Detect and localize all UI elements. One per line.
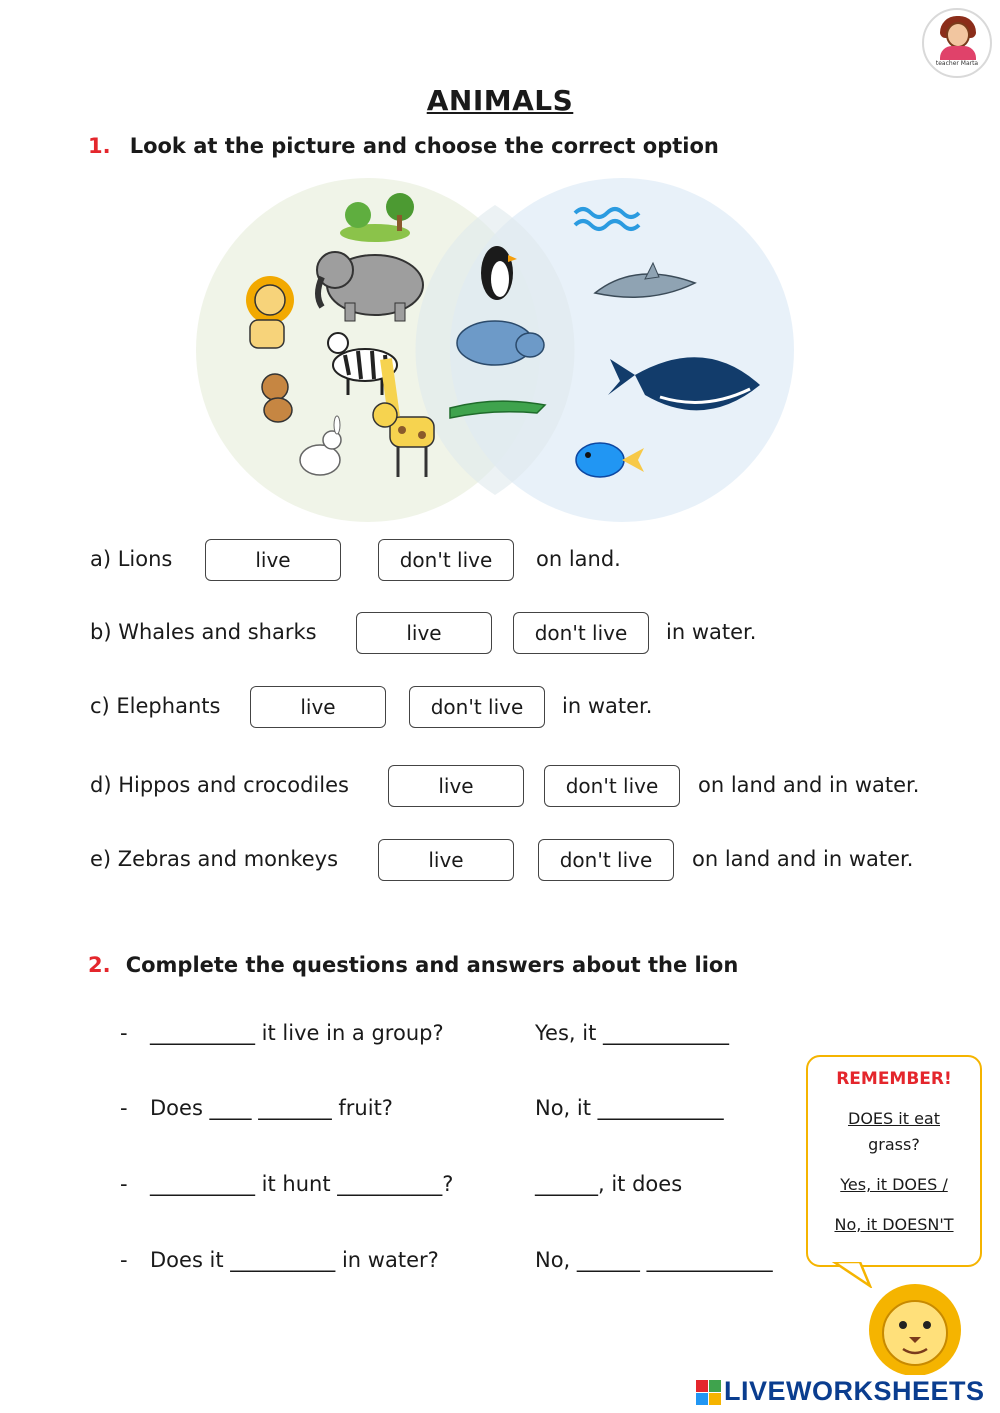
exercise-2-question[interactable]: __________ it hunt __________? (150, 1172, 454, 1196)
exercise-2-bullet: - (120, 1021, 128, 1045)
exercise-2-bullet: - (120, 1248, 128, 1272)
exercise-2-answer[interactable]: No, ______ ____________ (535, 1248, 773, 1272)
exercise-2-question[interactable]: Does ____ _______ fruit? (150, 1096, 393, 1120)
liveworksheets-emblem-icon (696, 1380, 722, 1406)
remember-line-1: DOES it eat (848, 1109, 940, 1128)
row-tail-text: on land. (536, 547, 621, 571)
exercise-2-bullet: - (120, 1172, 128, 1196)
page-title: ANIMALS (426, 84, 574, 117)
row-tail-text: in water. (562, 694, 653, 718)
question-1-text: Look at the picture and choose the correct option (129, 134, 719, 158)
row-tail-text: on land and in water. (692, 847, 914, 871)
animals-venn-diagram (190, 175, 810, 525)
exercise-2-question[interactable]: Does it __________ in water? (150, 1248, 439, 1272)
exercise-2-question[interactable]: __________ it live in a group? (150, 1021, 444, 1045)
row-tail-text: on land and in water. (698, 773, 920, 797)
remember-title: REMEMBER! (836, 1069, 952, 1089)
remember-box (806, 1055, 982, 1267)
question-2-number: 2. (88, 953, 111, 977)
remember-line-4: No, it DOESN'T (834, 1215, 954, 1234)
exercise-2-bullet: - (120, 1096, 128, 1120)
row-label: c) Elephants (90, 694, 221, 718)
option-live-button[interactable]: live (388, 765, 524, 807)
logo-caption: teacher Marta (935, 60, 979, 67)
option-dont-live-button[interactable]: don't live (538, 839, 674, 881)
question-1-heading (88, 134, 719, 158)
logo-face-shape (946, 22, 970, 48)
option-dont-live-button[interactable]: don't live (409, 686, 545, 728)
liveworksheets-brand-text: LIVEWORKSHEETS (724, 1376, 985, 1406)
question-2-text: Complete the questions and answers about the lion (125, 953, 739, 977)
logo-body-shape (940, 46, 976, 60)
exercise-2-answer[interactable]: Yes, it ____________ (535, 1021, 729, 1045)
option-dont-live-button[interactable]: don't live (378, 539, 514, 581)
exercise-2-answer[interactable]: No, it ____________ (535, 1096, 724, 1120)
option-live-button[interactable]: live (378, 839, 514, 881)
question-1-number: 1. (88, 134, 111, 158)
option-dont-live-button[interactable]: don't live (544, 765, 680, 807)
liveworksheets-logo (696, 1374, 996, 1410)
lion-mascot-icon (855, 1275, 975, 1375)
remember-line-3: Yes, it DOES / (840, 1175, 948, 1194)
option-live-button[interactable]: live (250, 686, 386, 728)
row-label: a) Lions (90, 547, 173, 571)
option-live-button[interactable]: live (205, 539, 341, 581)
question-2-heading (88, 953, 738, 977)
row-label: d) Hippos and crocodiles (90, 773, 349, 797)
teacher-logo (922, 8, 992, 78)
row-label: e) Zebras and monkeys (90, 847, 339, 871)
remember-line-2: grass? (868, 1135, 920, 1154)
option-dont-live-button[interactable]: don't live (513, 612, 649, 654)
exercise-2-answer[interactable]: ______, it does (535, 1172, 683, 1196)
option-live-button[interactable]: live (356, 612, 492, 654)
row-tail-text: in water. (666, 620, 757, 644)
row-label: b) Whales and sharks (90, 620, 317, 644)
